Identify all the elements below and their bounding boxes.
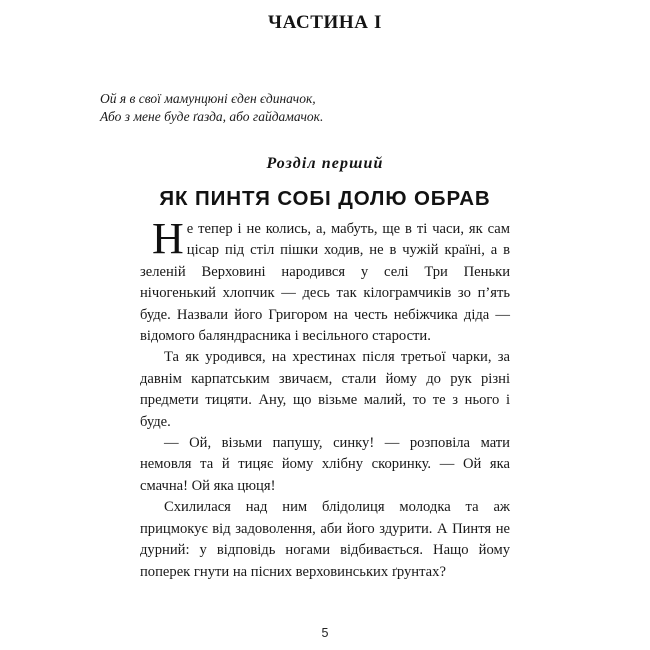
part-title: ЧАСТИНА I: [268, 12, 382, 33]
epigraph-line-2: Або з мене буде ґазда, або гайдамачок.: [100, 109, 324, 124]
chapter-kicker: Розділ перший: [266, 155, 384, 172]
epigraph-line-1: Ой я в свої мамунцюні єден єдиначок,: [100, 91, 316, 106]
paragraph: Не тепер і не колись, а, мабуть, ще в ті часи, як сам цісар під стіл пішки ходив, не в чужій країні, а в зеленій Верховині народився у селі Три Пеньки нічогенький хлопчик — десь так кілограмчиків зо п’ять буде. Назвали його Григором на честь небіжчика діда — відомого баляндрасника і весільного старости.: [140, 214, 510, 345]
page-number: 5: [321, 626, 329, 640]
epigraph: [0, 34, 650, 126]
chapter-title: ЯК ПИНТЯ СОБІ ДОЛЮ ОБРАВ: [159, 187, 491, 210]
paragraph: Та як уродився, на хрестинах після третьої чарки, за давнім карпатським звичаєм, стали йому до рук різні предмети тицяти. Ану, що візьме малий, то те з нього і буде.: [140, 349, 510, 430]
paragraph: Схилилася над ним блідолиця молодка та аж прицмокує від задоволення, аби його здурити. А Пинтя не дурний: у відповідь ногами відбивається. Нащо йому поперек гнути на пісних верховинських ґрунтах?: [140, 499, 510, 580]
body-text: [140, 214, 510, 583]
paragraph: — Ой, візьми папушу, синку! — розповіла мати немовля та й тицяє йому хлібну скоринку. — Ой яка смачна! Ой яка цюця!: [140, 435, 510, 494]
